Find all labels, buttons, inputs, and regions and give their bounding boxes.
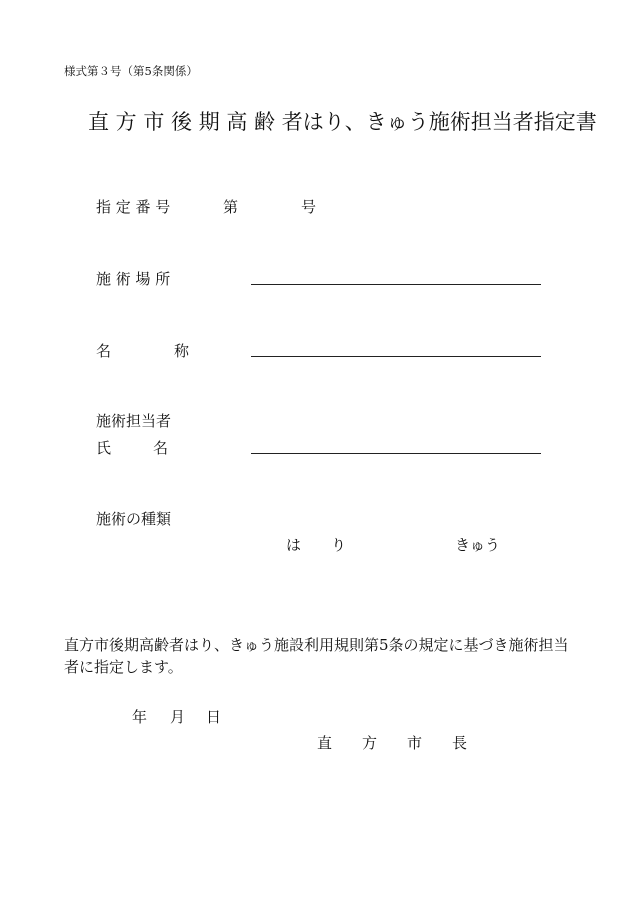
designation-suffix: 号	[301, 198, 317, 216]
body-text: 直方市後期高齢者はり、きゅう施設利用規則第5条の規定に基づき施術担当者に指定します。	[64, 636, 569, 676]
practitioner-name-first: 氏	[96, 439, 112, 457]
location-field-line[interactable]	[251, 284, 541, 285]
issuer: 直 方 市 長	[317, 734, 468, 752]
practitioner-label: 施術担当者	[96, 412, 172, 430]
date-month: 月	[170, 708, 186, 726]
treatment-option-hari[interactable]: は り	[286, 536, 347, 554]
date-day: 日	[206, 708, 222, 726]
name-field-line[interactable]	[251, 356, 541, 357]
date-year: 年	[132, 708, 148, 726]
name-label-second: 称	[174, 342, 190, 360]
treatment-option-kyu[interactable]: きゅう	[455, 536, 501, 554]
location-label: 施 術 場 所	[96, 270, 171, 288]
practitioner-name-second: 名	[153, 439, 169, 457]
name-label-first: 名	[96, 342, 112, 360]
designation-prefix: 第	[223, 198, 239, 216]
treatment-type-label: 施術の種類	[96, 510, 172, 528]
form-number: 様式第３号（第5条関係）	[64, 64, 198, 78]
designation-number-label: 指 定 番 号	[96, 198, 171, 216]
document-title: 直 方 市 後 期 高 齢 者はり、きゅう施術担当者指定書	[88, 110, 597, 134]
practitioner-field-line[interactable]	[251, 453, 541, 454]
